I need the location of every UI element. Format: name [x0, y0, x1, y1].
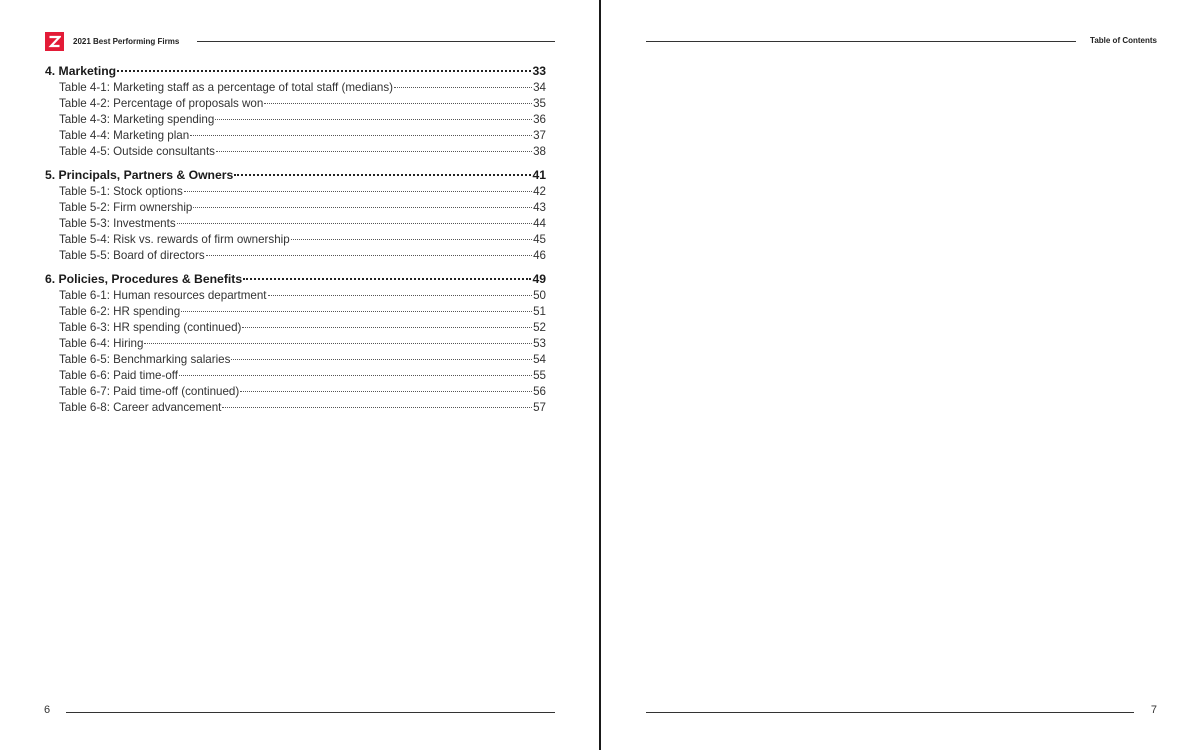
toc-heading[interactable] — [45, 167, 546, 184]
dot-leader — [193, 206, 532, 208]
toc-entry-label: Table 6-2: HR spending — [59, 305, 181, 318]
toc-entry-page-number: 50 — [533, 289, 546, 302]
dot-leader — [222, 406, 532, 408]
toc-heading-page-number: 49 — [532, 272, 546, 286]
toc-entry-label: Table 6-1: Human resources department — [59, 289, 267, 302]
toc-entry-label: Table 5-5: Board of directors — [59, 249, 205, 262]
toc-entry-label: Table 5-2: Firm ownership — [59, 201, 193, 214]
dot-leader — [177, 222, 532, 224]
dot-leader — [231, 358, 532, 360]
toc-entry-page-number: 35 — [533, 97, 546, 110]
toc-entry[interactable] — [45, 184, 546, 200]
toc-entry[interactable] — [45, 320, 546, 336]
page-divider — [599, 0, 601, 750]
toc-heading-label: 6. Policies, Procedures & Benefits — [45, 272, 243, 286]
toc-entry-page-number: 34 — [533, 81, 546, 94]
toc-entry[interactable] — [45, 144, 546, 160]
toc-entry[interactable] — [45, 128, 546, 144]
toc-entry[interactable] — [45, 80, 546, 96]
toc-entry-page-number: 37 — [533, 129, 546, 142]
toc-entry[interactable] — [45, 336, 546, 352]
toc-entry-page-number: 57 — [533, 401, 546, 414]
toc-entry-page-number: 56 — [533, 385, 546, 398]
toc-entry-label: Table 6-5: Benchmarking salaries — [59, 353, 231, 366]
dot-leader — [216, 150, 532, 152]
dot-leader — [243, 277, 531, 280]
toc-entry[interactable] — [45, 400, 546, 416]
toc-entry-page-number: 52 — [533, 321, 546, 334]
toc-entry[interactable] — [45, 384, 546, 400]
toc-entry[interactable] — [45, 288, 546, 304]
toc-entry[interactable] — [45, 96, 546, 112]
footer-rule — [646, 712, 1134, 713]
toc-entry-label: Table 4-3: Marketing spending — [59, 113, 215, 126]
dot-leader — [268, 294, 533, 296]
toc-entry-label: Table 6-3: HR spending (continued) — [59, 321, 242, 334]
dot-leader — [394, 86, 532, 88]
header-rule — [197, 41, 555, 42]
toc-entry-page-number: 53 — [533, 337, 546, 350]
toc-entry[interactable] — [45, 368, 546, 384]
toc-entry-page-number: 36 — [533, 113, 546, 126]
toc-entry-page-number: 45 — [533, 233, 546, 246]
toc-entry-page-number: 46 — [533, 249, 546, 262]
toc-entry-label: Table 4-1: Marketing staff as a percentage of total staff (medians) — [59, 81, 394, 94]
toc-entry-label: Table 6-8: Career advancement — [59, 401, 222, 414]
table-of-contents — [45, 63, 546, 423]
footer-rule — [66, 712, 555, 713]
toc-entry-page-number: 44 — [533, 217, 546, 230]
dot-leader — [144, 342, 532, 344]
toc-entry[interactable] — [45, 248, 546, 264]
dot-leader — [291, 238, 532, 240]
toc-entry-page-number: 55 — [533, 369, 546, 382]
toc-entry-label: Table 4-2: Percentage of proposals won — [59, 97, 264, 110]
dot-leader — [184, 190, 532, 192]
toc-section — [45, 271, 546, 416]
dot-leader — [181, 310, 532, 312]
toc-entry[interactable] — [45, 232, 546, 248]
toc-entry-label: Table 4-4: Marketing plan — [59, 129, 190, 142]
toc-entry-label: Table 4-5: Outside consultants — [59, 145, 215, 158]
dot-leader — [215, 118, 532, 120]
toc-entry-page-number: 43 — [533, 201, 546, 214]
toc-heading-label: 5. Principals, Partners & Owners — [45, 168, 234, 182]
dot-leader — [240, 390, 532, 392]
right-page — [602, 0, 1200, 750]
toc-heading-label: 4. Marketing — [45, 64, 117, 78]
toc-entry-label: Table 5-1: Stock options — [59, 185, 183, 198]
toc-heading-page-number: 33 — [532, 64, 546, 78]
dot-leader — [264, 102, 532, 104]
toc-entry[interactable] — [45, 304, 546, 320]
toc-entry-page-number: 54 — [533, 353, 546, 366]
toc-entry-label: Table 6-6: Paid time-off — [59, 369, 179, 382]
toc-entry-label: Table 6-4: Hiring — [59, 337, 144, 350]
toc-entry[interactable] — [45, 200, 546, 216]
document-title: 2021 Best Performing Firms — [73, 37, 180, 46]
toc-heading-page-number: 41 — [532, 168, 546, 182]
toc-entry-label: Table 5-4: Risk vs. rewards of firm ownership — [59, 233, 290, 246]
page-number-right: 7 — [1150, 704, 1157, 716]
toc-entry-label: Table 6-7: Paid time-off (continued) — [59, 385, 240, 398]
toc-entry-page-number: 42 — [533, 185, 546, 198]
header-rule — [646, 41, 1076, 42]
toc-heading[interactable] — [45, 63, 546, 80]
dot-leader — [234, 173, 531, 176]
toc-entry[interactable] — [45, 112, 546, 128]
dot-leader — [179, 374, 532, 376]
toc-section — [45, 167, 546, 264]
dot-leader — [242, 326, 532, 328]
toc-section — [45, 63, 546, 160]
toc-entry-page-number: 38 — [533, 145, 546, 158]
page-number-left: 6 — [44, 704, 51, 716]
section-title: Table of Contents — [1090, 36, 1157, 45]
toc-entry-page-number: 51 — [533, 305, 546, 318]
dot-leader — [190, 134, 532, 136]
logo-icon — [45, 32, 64, 51]
dot-leader — [117, 69, 531, 72]
left-page — [0, 0, 599, 750]
dot-leader — [206, 254, 532, 256]
toc-entry[interactable] — [45, 352, 546, 368]
toc-entry[interactable] — [45, 216, 546, 232]
toc-heading[interactable] — [45, 271, 546, 288]
toc-entry-label: Table 5-3: Investments — [59, 217, 176, 230]
